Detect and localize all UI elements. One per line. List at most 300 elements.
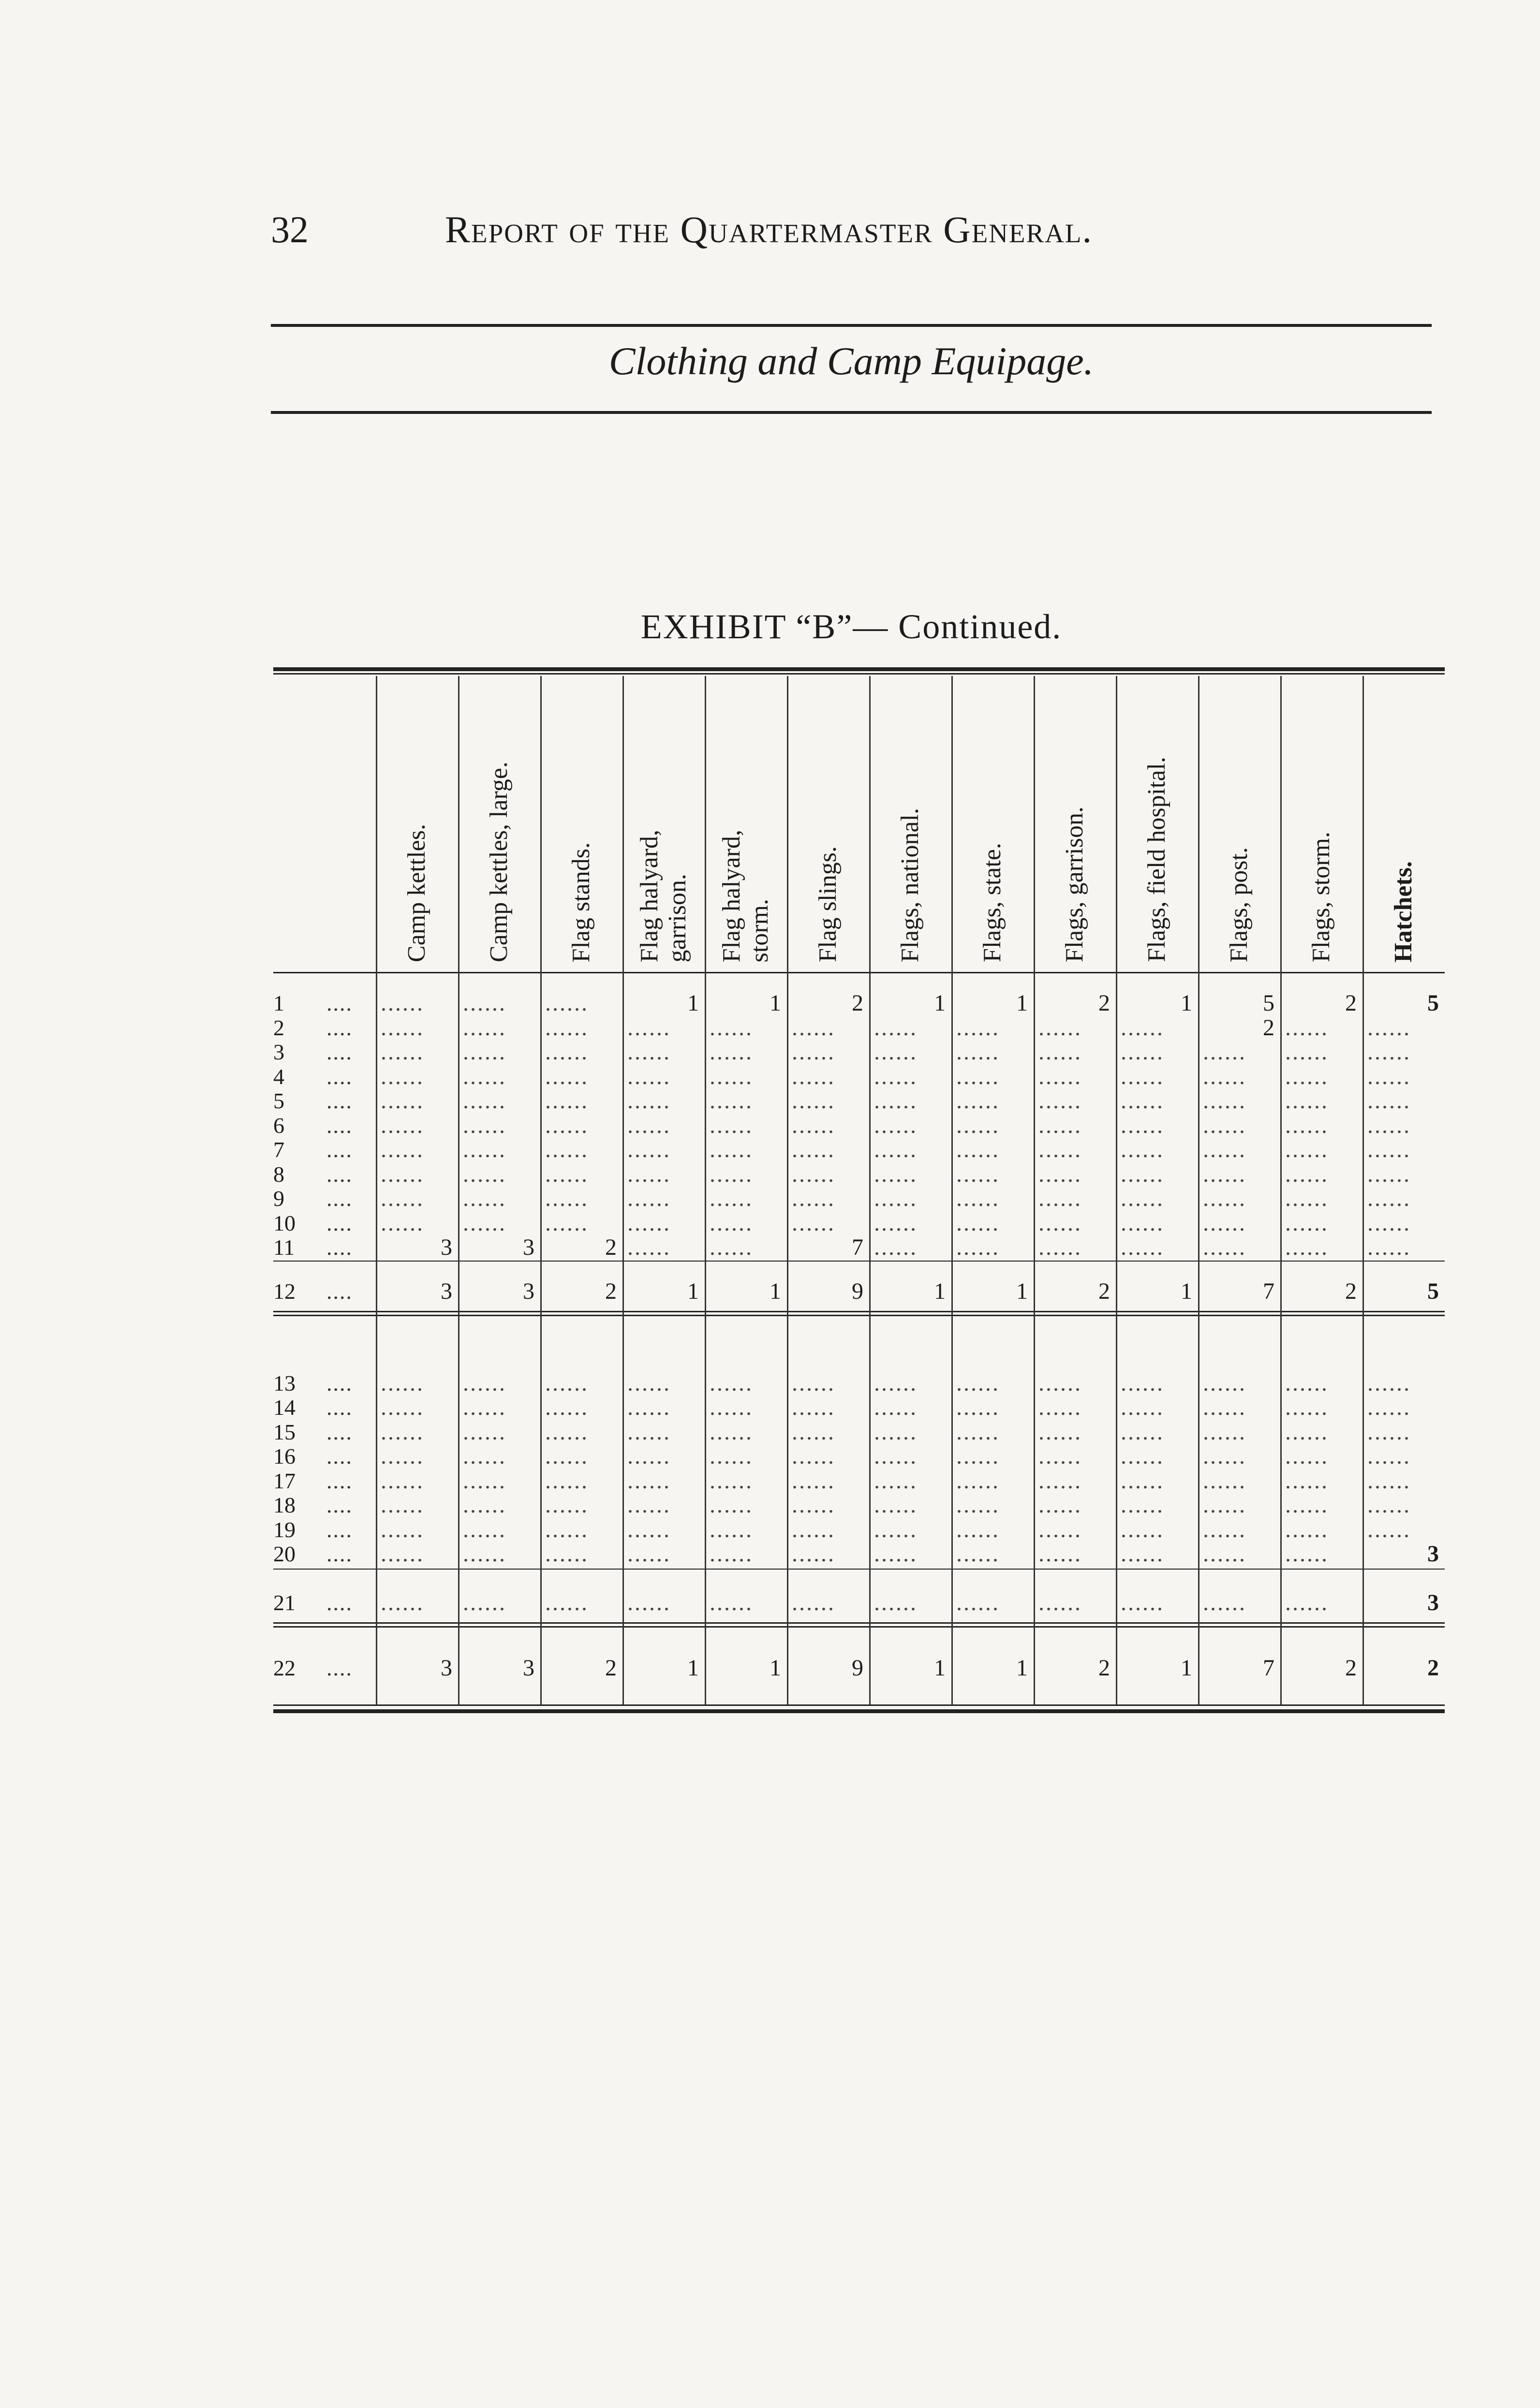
table-cell: 2	[1098, 991, 1110, 1015]
table-cell: ......	[463, 1187, 506, 1211]
header-rule-top	[271, 324, 1432, 327]
table-cell: ......	[710, 1371, 753, 1395]
table-cell: ......	[381, 1089, 424, 1113]
table-cell: ......	[1367, 1113, 1411, 1138]
table-cell: ......	[792, 1187, 835, 1211]
table-cell: ......	[627, 1444, 671, 1468]
table-cell: 1	[1181, 991, 1192, 1015]
table-cell: ......	[627, 1590, 671, 1615]
table-cell: ......	[874, 1493, 918, 1517]
table-cell: ......	[381, 1064, 424, 1089]
table-cell: 2	[1345, 991, 1357, 1015]
table-cell: ......	[1121, 1395, 1164, 1420]
table-cell: ......	[1121, 1542, 1164, 1566]
row-label	[273, 1493, 380, 1517]
table-cell: ......	[956, 1064, 1000, 1089]
table-cell: ......	[545, 1015, 589, 1040]
table-cell: ......	[463, 991, 506, 1015]
row21-rule	[273, 1569, 1445, 1570]
table-cell: 2	[1098, 1656, 1110, 1680]
table-cell: ......	[1203, 1089, 1246, 1113]
column-header-label: Flags, garrison.	[1061, 806, 1088, 962]
column-header-label: Flags, post.	[1225, 847, 1253, 962]
leader-dots: ....	[326, 1444, 353, 1468]
row-number: 15	[273, 1420, 296, 1444]
table-cell: ......	[956, 1371, 1000, 1395]
table-cell: 1	[934, 1279, 946, 1304]
table-cell: ......	[381, 991, 424, 1015]
table-cell: ......	[381, 1468, 424, 1493]
table-cell: ......	[956, 1015, 1000, 1040]
table-cell: ......	[1038, 1542, 1082, 1566]
table-cell: ......	[1203, 1395, 1246, 1420]
row-label	[273, 1395, 380, 1420]
column-header-label: Flags, storm.	[1307, 831, 1335, 962]
row-label	[273, 1235, 380, 1260]
table-cell: ......	[792, 1420, 835, 1444]
row-number: 10	[273, 1211, 296, 1235]
table-cell: 3	[523, 1656, 534, 1680]
leader-dots: ....	[326, 1015, 353, 1040]
table-cell: ......	[627, 1468, 671, 1493]
table-cell: 2	[1263, 1015, 1274, 1040]
row-number: 6	[273, 1113, 284, 1138]
table-cell: ......	[1038, 1162, 1082, 1187]
table-cell: ......	[1285, 1493, 1329, 1517]
table-cell: ......	[1038, 1187, 1082, 1211]
table-cell: ......	[463, 1371, 506, 1395]
table-cell: ......	[545, 1590, 589, 1615]
row-label	[273, 1114, 380, 1138]
row-number: 1	[273, 991, 284, 1015]
table-cell: ......	[956, 1542, 1000, 1566]
table-cell: ......	[956, 1162, 1000, 1187]
table-cell: ......	[1367, 1015, 1411, 1040]
table-cell: ......	[627, 1420, 671, 1444]
row-label	[273, 1065, 380, 1089]
table-cell: ......	[381, 1395, 424, 1420]
table-cell: ......	[1038, 1493, 1082, 1517]
table-cell: ......	[627, 1493, 671, 1517]
leader-dots: ....	[326, 1493, 353, 1517]
table-cell: 1	[770, 1656, 781, 1680]
row-label	[273, 1420, 380, 1444]
row-number: 16	[273, 1444, 296, 1468]
table-cell: ......	[1203, 1162, 1246, 1187]
table-cell: ......	[381, 1590, 424, 1615]
table-cell: ......	[627, 1040, 671, 1064]
table-cell: ......	[1285, 1542, 1329, 1566]
table-cell: ......	[381, 1420, 424, 1444]
table-cell: ......	[381, 1444, 424, 1468]
table-cell: 5	[1427, 991, 1439, 1015]
subtotal-rule	[273, 1261, 1445, 1262]
row-label	[273, 1138, 380, 1162]
row-label	[273, 1591, 380, 1615]
leader-dots: ....	[326, 1040, 353, 1064]
row-number: 18	[273, 1493, 296, 1517]
table-cell: ......	[874, 1015, 918, 1040]
row-number: 8	[273, 1162, 284, 1187]
exhibit-table	[273, 667, 1444, 1760]
table-cell: ......	[1367, 1138, 1411, 1162]
table-cell: ......	[1367, 1517, 1411, 1542]
table-cell: ......	[545, 1138, 589, 1162]
table-cell: ......	[545, 1040, 589, 1064]
row-label	[273, 1187, 380, 1211]
table-cell: ......	[463, 1211, 506, 1235]
table-cell: ......	[1367, 1089, 1411, 1113]
table-cell: 7	[1263, 1656, 1274, 1680]
column-header	[705, 667, 787, 962]
table-cell: ......	[1121, 1590, 1164, 1615]
column-header	[1280, 667, 1362, 962]
table-cell: ......	[1203, 1590, 1246, 1615]
table-cell: ......	[874, 1064, 918, 1089]
row-number: 11	[273, 1235, 295, 1260]
table-cell: ......	[381, 1211, 424, 1235]
table-cell: 1	[1181, 1656, 1192, 1680]
table-cell: ......	[792, 1015, 835, 1040]
row-number: 7	[273, 1138, 284, 1162]
table-cell: ......	[1203, 1235, 1246, 1260]
table-cell: ......	[1038, 1444, 1082, 1468]
table-cell: 2	[1427, 1656, 1439, 1680]
table-cell: ......	[1285, 1162, 1329, 1187]
table-cell: ......	[956, 1444, 1000, 1468]
table-cell: 1	[770, 991, 781, 1015]
table-cell: ......	[710, 1211, 753, 1235]
table-cell: ......	[710, 1113, 753, 1138]
table-cell: ......	[710, 1590, 753, 1615]
table-cell: ......	[1203, 1493, 1246, 1517]
table-cell: ......	[1285, 1395, 1329, 1420]
table-cell: ......	[874, 1444, 918, 1468]
table-cell: ......	[792, 1089, 835, 1113]
table-cell: ......	[1121, 1493, 1164, 1517]
table-cell: 7	[852, 1235, 863, 1260]
leader-dots: ....	[326, 1468, 353, 1493]
table-cell: 5	[1427, 1279, 1439, 1304]
row-number: 2	[273, 1015, 284, 1040]
column-header	[458, 667, 540, 962]
leader-dots: ....	[326, 1064, 353, 1089]
leader-dots: ....	[326, 1517, 353, 1542]
table-cell: ......	[627, 1542, 671, 1566]
row-label	[273, 1089, 380, 1113]
column-header	[1362, 667, 1445, 962]
table-cell: 1	[687, 1279, 699, 1304]
table-cell: ......	[381, 1113, 424, 1138]
table-cell: ......	[710, 1493, 753, 1517]
column-header-label: Flags, state.	[978, 843, 1006, 962]
table-cell: ......	[1121, 1468, 1164, 1493]
table-cell: ......	[381, 1542, 424, 1566]
table-cell: ......	[792, 1542, 835, 1566]
table-bottom-rule-thin	[273, 1704, 1445, 1706]
table-cell: 1	[1181, 1279, 1192, 1304]
table-cell: ......	[956, 1493, 1000, 1517]
table-cell: ......	[1038, 1211, 1082, 1235]
table-cell: ......	[627, 1064, 671, 1089]
subtotal-double-rule-2	[273, 1315, 1445, 1316]
table-cell: ......	[1038, 1235, 1082, 1260]
leader-dots: ....	[326, 1187, 353, 1211]
table-cell: ......	[710, 1138, 753, 1162]
table-cell: ......	[956, 1040, 1000, 1064]
row-label	[273, 1040, 380, 1064]
table-cell: ......	[1121, 1211, 1164, 1235]
table-cell: ......	[792, 1064, 835, 1089]
table-cell: ......	[381, 1040, 424, 1064]
row-number: 13	[273, 1371, 296, 1395]
table-cell: ......	[1367, 1420, 1411, 1444]
exhibit-title: EXHIBIT “B”— Continued.	[640, 607, 1062, 646]
table-cell: ......	[710, 1468, 753, 1493]
table-cell: ......	[792, 1444, 835, 1468]
row-number: 14	[273, 1395, 296, 1420]
subtotal-double-rule-1	[273, 1311, 1445, 1312]
table-cell: ......	[710, 1162, 753, 1187]
table-cell: ......	[381, 1015, 424, 1040]
table-cell: 2	[1345, 1656, 1357, 1680]
table-cell: ......	[874, 1138, 918, 1162]
row-label	[273, 1469, 380, 1493]
table-cell: ......	[1203, 1444, 1246, 1468]
table-cell: ......	[710, 1542, 753, 1566]
table-cell: ......	[874, 1235, 918, 1260]
table-cell: ......	[1367, 1395, 1411, 1420]
row21-double-rule-1	[273, 1622, 1445, 1624]
table-cell: 3	[523, 1279, 534, 1304]
table-cell: ......	[627, 1235, 671, 1260]
leader-dots: ....	[326, 1089, 353, 1113]
table-cell: ......	[463, 1040, 506, 1064]
table-cell: ......	[1367, 1040, 1411, 1064]
table-cell: 3	[441, 1279, 452, 1304]
column-header-label: Flags, field hospital.	[1143, 757, 1170, 962]
table-cell: ......	[874, 1395, 918, 1420]
table-cell: ......	[463, 1517, 506, 1542]
table-cell: 7	[1263, 1279, 1274, 1304]
table-cell: ......	[463, 1395, 506, 1420]
table-cell: ......	[1038, 1395, 1082, 1420]
table-cell: ......	[1121, 1371, 1164, 1395]
table-cell: ......	[874, 1162, 918, 1187]
table-cell: ......	[463, 1064, 506, 1089]
table-cell: 3	[441, 1656, 452, 1680]
table-cell: ......	[545, 1187, 589, 1211]
table-cell: 2	[852, 991, 863, 1015]
table-cell: ......	[1203, 1420, 1246, 1444]
row-label	[273, 1016, 380, 1040]
table-cell: ......	[1285, 1235, 1329, 1260]
table-cell: ......	[463, 1420, 506, 1444]
table-cell: ......	[1367, 1371, 1411, 1395]
table-cell: ......	[627, 1187, 671, 1211]
table-cell: 3	[523, 1235, 534, 1260]
table-cell: 3	[1427, 1590, 1439, 1615]
leader-dots: ....	[326, 991, 353, 1015]
table-cell: ......	[1038, 1420, 1082, 1444]
section-subtitle: Clothing and Camp Equipage.	[608, 339, 1094, 383]
table-cell: ......	[956, 1235, 1000, 1260]
table-cell: ......	[381, 1187, 424, 1211]
table-cell: 1	[934, 991, 946, 1015]
table-cell: ......	[381, 1493, 424, 1517]
page-header	[271, 208, 1432, 256]
table-cell: ......	[627, 1089, 671, 1113]
table-cell: ......	[792, 1395, 835, 1420]
row-number: 17	[273, 1468, 296, 1493]
table-cell: ......	[874, 1468, 918, 1493]
table-cell: ......	[1038, 1590, 1082, 1615]
table-cell: ......	[874, 1517, 918, 1542]
leader-dots: ....	[326, 1113, 353, 1138]
table-cell: ......	[1203, 1113, 1246, 1138]
table-cell: ......	[627, 1371, 671, 1395]
table-cell: ......	[1285, 1113, 1329, 1138]
table-cell: ......	[1038, 1113, 1082, 1138]
table-cell: ......	[1367, 1468, 1411, 1493]
table-cell: ......	[1285, 1517, 1329, 1542]
leader-dots: ....	[326, 1590, 353, 1615]
table-cell: ......	[627, 1162, 671, 1187]
table-cell: ......	[1203, 1211, 1246, 1235]
row-label	[273, 991, 380, 1015]
column-header	[622, 667, 705, 962]
table-cell: ......	[545, 991, 589, 1015]
table-cell: ......	[792, 1113, 835, 1138]
table-cell: ......	[1121, 1420, 1164, 1444]
table-cell: ......	[792, 1590, 835, 1615]
table-cell: 2	[605, 1235, 617, 1260]
table-cell: ......	[381, 1371, 424, 1395]
row-number: 19	[273, 1517, 296, 1542]
table-cell: ......	[1367, 1211, 1411, 1235]
leader-dots: ....	[326, 1395, 353, 1420]
table-cell: 3	[1427, 1542, 1439, 1566]
column-header-label: Flag halyard, garrison.	[636, 829, 691, 962]
table-cell: ......	[1038, 1089, 1082, 1113]
table-cell: ......	[1367, 1187, 1411, 1211]
table-cell: ......	[1121, 1064, 1164, 1089]
row-label	[273, 1162, 380, 1187]
table-cell: ......	[874, 1420, 918, 1444]
column-header-label: Camp kettles.	[403, 824, 430, 962]
leader-dots: ....	[326, 1656, 353, 1680]
table-cell: ......	[792, 1493, 835, 1517]
column-header	[1034, 667, 1116, 962]
column-header-label: Camp kettles, large.	[485, 762, 513, 962]
table-cell: ......	[1038, 1371, 1082, 1395]
table-cell: 1	[934, 1656, 946, 1680]
table-cell: ......	[1038, 1015, 1082, 1040]
table-cell: ......	[463, 1493, 506, 1517]
table-cell: ......	[1285, 1040, 1329, 1064]
row-number: 4	[273, 1064, 284, 1089]
row-number: 21	[273, 1590, 296, 1615]
row-label	[273, 1542, 380, 1566]
table-cell: ......	[1285, 1015, 1329, 1040]
table-cell: ......	[627, 1113, 671, 1138]
table-cell: ......	[1038, 1064, 1082, 1089]
table-cell: ......	[545, 1420, 589, 1444]
table-cell: ......	[956, 1113, 1000, 1138]
table-cell: ......	[874, 1542, 918, 1566]
table-cell: ......	[710, 1015, 753, 1040]
leader-dots: ....	[326, 1235, 353, 1260]
table-cell: ......	[1367, 1064, 1411, 1089]
table-cell: ......	[1121, 1040, 1164, 1064]
table-cell: ......	[627, 1138, 671, 1162]
table-cell: ......	[874, 1371, 918, 1395]
table-cell: ......	[545, 1064, 589, 1089]
table-cell: ......	[792, 1138, 835, 1162]
table-cell: ......	[1203, 1187, 1246, 1211]
table-cell: ......	[1203, 1542, 1246, 1566]
table-cell: 9	[852, 1656, 863, 1680]
table-cell: ......	[545, 1211, 589, 1235]
table-cell: ......	[1121, 1089, 1164, 1113]
table-cell: ......	[545, 1162, 589, 1187]
table-cell: ......	[627, 1211, 671, 1235]
column-header-label: Flag halyard, storm.	[718, 829, 773, 962]
table-cell: ......	[1285, 1064, 1329, 1089]
leader-dots: ....	[326, 1371, 353, 1395]
table-cell: ......	[463, 1113, 506, 1138]
table-cell: ......	[545, 1542, 589, 1566]
table-cell: ......	[463, 1089, 506, 1113]
table-cell: ......	[381, 1517, 424, 1542]
table-cell: ......	[1121, 1187, 1164, 1211]
table-cell: ......	[792, 1040, 835, 1064]
table-cell: ......	[545, 1444, 589, 1468]
leader-dots: ....	[326, 1279, 353, 1304]
row21-double-rule-2	[273, 1626, 1445, 1628]
table-cell: ......	[1121, 1113, 1164, 1138]
table-cell: ......	[792, 1468, 835, 1493]
table-cell: ......	[545, 1113, 589, 1138]
table-cell: ......	[956, 1211, 1000, 1235]
table-cell: ......	[1121, 1235, 1164, 1260]
table-cell: ......	[627, 1517, 671, 1542]
row-number: 12	[273, 1279, 296, 1304]
table-cell: ......	[792, 1517, 835, 1542]
column-header	[951, 667, 1034, 962]
column-header	[376, 667, 458, 962]
table-cell: ......	[792, 1371, 835, 1395]
table-cell: 5	[1263, 991, 1274, 1015]
table-cell: ......	[874, 1187, 918, 1211]
row-label	[273, 1656, 380, 1680]
table-cell: ......	[1285, 1187, 1329, 1211]
row-label	[273, 1444, 380, 1468]
table-cell: ......	[710, 1517, 753, 1542]
leader-dots: ....	[326, 1211, 353, 1235]
table-cell: ......	[1203, 1371, 1246, 1395]
leader-dots: ....	[326, 1162, 353, 1187]
row-number: 5	[273, 1089, 284, 1113]
table-cell: 1	[687, 991, 699, 1015]
column-header	[787, 667, 869, 962]
column-header	[869, 667, 951, 962]
table-cell: ......	[1121, 1015, 1164, 1040]
table-cell: ......	[1367, 1444, 1411, 1468]
table-cell: ......	[874, 1040, 918, 1064]
table-cell: ......	[1203, 1468, 1246, 1493]
table-cell: ......	[1121, 1444, 1164, 1468]
